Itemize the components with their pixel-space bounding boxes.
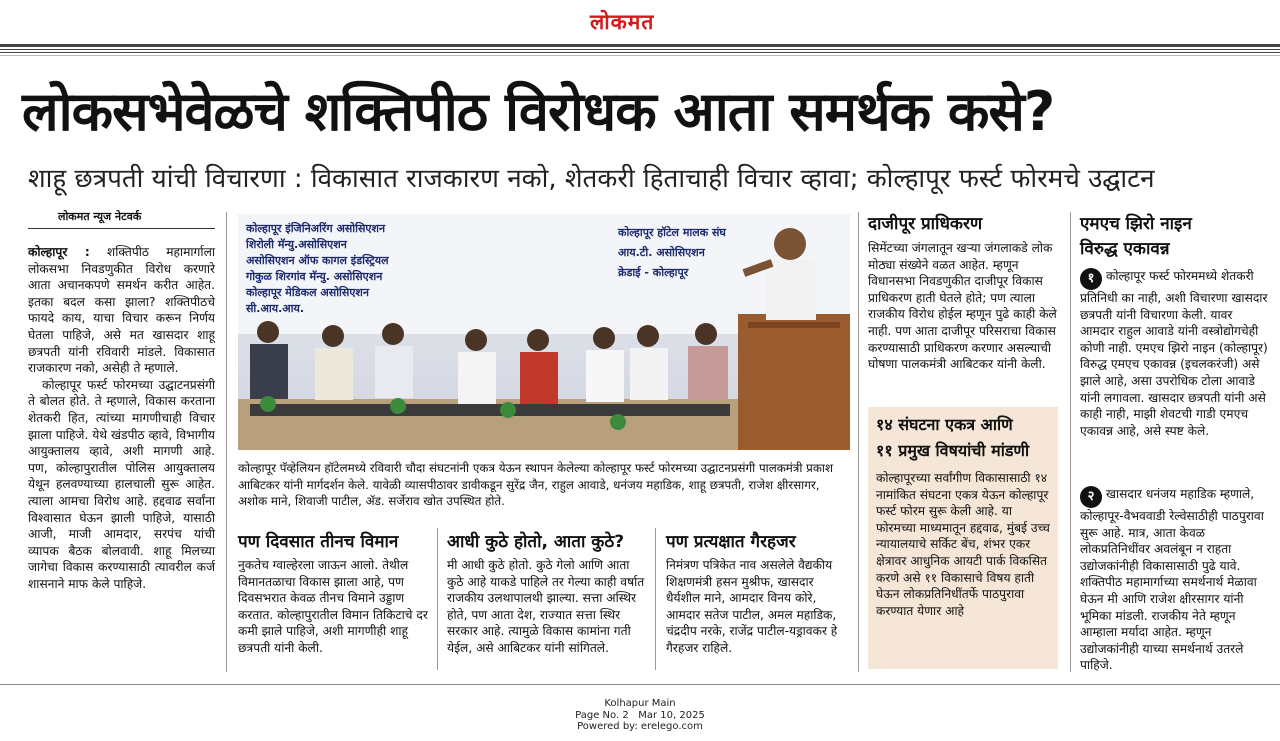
banner-line-4: गोकुळ शिरगांव मॅन्यु. असोसिएशन [246, 270, 383, 283]
masthead [0, 0, 1280, 44]
mh-body-1 [1080, 268, 1270, 439]
footer-date: Mar 10, 2025 [638, 709, 705, 721]
banner-line-5: कोल्हापूर मेडिकल असोसिएशन [246, 286, 369, 299]
banner-line-1: कोल्हापूर इंजिनिअरिंग असोसिएशन [246, 222, 386, 235]
dajipur-heading: दाजीपूर प्राधिकरण [868, 214, 983, 234]
banner-line-2: शिरोली मॅन्यु.असोसिएशन [246, 238, 347, 251]
byline-rule [28, 228, 215, 229]
newspaper-logo: लोकमत [590, 9, 655, 34]
column-divider-4 [437, 528, 438, 670]
column-divider [226, 212, 227, 672]
mh-paragraph-2: खासदार धनंजय महाडिक म्हणाले, कोल्हापूर-वैभववाडी रेल्वेसाठीही पाठपुरावा सुरू आहे. मात्र, आता केवळ लोकप्रतिनिधींवर अवलंबून न राहता उद्योजकांनीही विकासासाठी पुढे यावे. शक्तिपीठ महामार्गाच्या समर्थनार्थ मेळावा घेऊन मी आणि राजेश क्षीरसागर यांनी भूमिका मांडली. राजकीय नेते म्हणून आम्हाला मर्यादा आहेत. म्हणून उद्योजकांनीही याच्या समर्थनार्थ उतरले पाहिजे. [1080, 487, 1264, 673]
lead-paragraph-1: शक्तिपीठ महामार्गाला लोकसभा निवडणुकीत विरोध करणारे आता अचानकपणे समर्थन करीत आहेत. इतका बदल कसा झाला? शक्तिपीठचे फायदे काय, याचा विचार करून निर्णय घेतला पाहिजे, असे मत खासदार शाहू छत्रपती यांनी रविवारी मांडले. विकासात राजकारण नको, असेही ते म्हणाले. [28, 245, 215, 376]
masthead-rule-thin [0, 49, 1280, 50]
sanghatana-heading-2: ११ प्रमुख विषयांची मांडणी [876, 441, 1030, 460]
footer-rule [0, 684, 1280, 685]
banner-line-6: सी.आय.आय. [246, 302, 305, 315]
gairhajar-body: निमंत्रण पत्रिकेत नाव असलेले वैद्यकीय शिक्षणमंत्री हसन मुश्रीफ, खासदार धैर्यशील माने, आमदार विनय कोरे, आमदार सतेज पाटील, अमल महाडिक, चंद्रदीप नरके, राजेंद्र पाटील-यड्रावकर हे गैरहजर राहिले. [666, 558, 838, 655]
masthead-rule [0, 44, 1280, 47]
photo-caption: कोल्हापूर पॅव्हेलियन हॉटेलमध्ये रविवारी चौदा संघटनांनी एकत्र येऊन स्थापन केलेल्या कोल्हापूर फर्स्ट फोरमच्या उद्घाटनप्रसंगी पालकमंत्री प्रकाश आबिटकर यांनी मार्गदर्शन केले. यावेळी व्यासपीठावर डावीकडून सुरेंद्र जैन, राहुल आवाडे, धनंजय महाडिक, शाहू छत्रपती, राजेश क्षीरसागर, अशोक माने, शिवाजी पाटील, ॲड. सर्जेराव खोत उपस्थित होते. [238, 461, 834, 508]
banner-line-8: आय.टी. असोसिएशन [618, 246, 705, 259]
aadhi-heading: आधी कुठे होतो, आता कुठे? [447, 532, 625, 552]
column-divider-3 [1070, 212, 1071, 672]
vimaan-heading: पण दिवसात तीनच विमान [238, 532, 399, 552]
sanghatana-body: कोल्हापूरच्या सर्वांगीण विकासासाठी १४ नामांकित संघटना एकत्र येऊन कोल्हापूर फर्स्ट फोरम सुरू केली आहे. या फोरमच्या माध्यमातून हद्दवाढ, मुंबई उच्च न्यायालयाचे सर्किट बेंच, शंभर एकर क्षेत्रावर आधुनिक आयटी पार्क विकसित करणे असे ११ विकासाचे विषय हाती घेऊन लोकप्रतिनिधींतर्फे पाठपुरावा करण्यात येणार आहे [876, 471, 1050, 618]
gairhajar-heading: पण प्रत्यक्षात गैरहजर [666, 532, 796, 552]
number-badge-1: १ [1080, 268, 1102, 290]
headline: लोकसभेवेळचे शक्तिपीठ विरोधक आता समर्थक कसे? [22, 80, 1055, 143]
event-photo-illustration [238, 214, 850, 450]
lead-paragraph-2: कोल्हापूर फर्स्ट फोरमच्या उद्घाटनप्रसंगी ते बोलत होते. ते म्हणाले, विकास करताना शेतकरी हित, त्यांच्या मागणीचाही विचार झाला पाहिजे. येथे खंडपीठ व्हावे, विभागीय आयुक्तालय व्हावे, अशी मागणी आहे. पण, कोल्हापुरातील पोलिस आयुक्तालय येथून हलवण्याच्या हालचाली सुरू आहेत. त्याला आमचा विरोध आहे. हद्दवाढ सर्वांना विश्वासात घेऊन झाली पाहिजे, यासाठी आजी, माजी आमदार, सरपंच यांची व्यापक बैठक बोलवावी. शाहू मिलच्या जागेचा विकास करण्यासाठी त्यावरील कर्ज शासनाने माफ केले पाहिजे. [28, 377, 215, 591]
mh-body-2 [1080, 486, 1270, 674]
footer-powered[interactable]: Powered by: erelego.com [577, 721, 703, 732]
number-badge-2: २ [1080, 486, 1102, 508]
masthead-rule-thin-3 [0, 55, 1280, 56]
subheadline: शाहू छत्रपती यांची विचारणा : विकासात राजकारण नको, शेतकरी हिताचाही विचार व्हावा; कोल्हापूर फर्स्ट फोरमचे उद्घाटन [28, 164, 1155, 194]
column-divider-2 [858, 212, 859, 672]
masthead-rule-thin-2 [0, 52, 1280, 53]
dajipur-body: सिमेंटच्या जंगलातून खऱ्या जंगलाकडे लोक मोठ्या संख्येने वळत आहेत. म्हणून विधानसभा निवडणुकीत दाजीपूर विकास प्राधिकरण हाती घेतले होते; पण त्याला राजकीय विरोध होईल म्हणून पुढे काही केले नाही. पण आता दाजीपूर परिसराचा विकास करण्यासाठी प्राधिकरण करणार असल्याची घोषणा पालकमंत्री आबिटकर यांनी केली. [868, 241, 1057, 372]
mh-heading-2: विरुद्ध एकावन्न [1080, 239, 1170, 259]
banner-line-9: क्रेडाई - कोल्हापूर [618, 266, 689, 279]
banner-line-3: असोसिएशन ऑफ कागल इंडस्ट्रियल [246, 254, 389, 267]
dateline: कोल्हापूर : [28, 245, 90, 259]
page-footer [0, 698, 1280, 733]
lead-column [28, 244, 215, 592]
footer-page-date [0, 710, 1280, 722]
vimaan-body: नुकतेच ग्वाल्हेरला जाऊन आलो. तेथील विमानतळाचा विकास झाला आहे, पण दिवसभरात केवळ तीनच विमाने उड्डाण करतात. कोल्हापुरातील विमान तिकिटाचे दर कमी झाले पाहिजे, अशी मागणीही शाहू छत्रपती यांनी केली. [238, 558, 428, 655]
mh-paragraph-1: कोल्हापूर फर्स्ट फोरममध्ये शेतकरी प्रतिनिधी का नाही, अशी विचारणा खासदार छत्रपती यांनी विचारणा केली. यावर आमदार राहुल आवाडे यांनी वस्त्रोद्योगचेही कोणी नाही. एमएच झिरो नाइन (कोल्हापूर) विरुद्ध एमएच एकावन्न (इचलकरंजी) असे झाले आहे, असा उपरोधिक टोला आवाडे यांनी लगावला. खासदार छत्रपती यांनी असे काही नाही, माझी शेवटची गाडी एमएच एकावन्न आहे, असे स्पष्ट केले. [1080, 269, 1268, 438]
column-divider-5 [655, 528, 656, 670]
event-photo [238, 214, 850, 450]
aadhi-body: मी आधी कुठे होतो. कुठे गेलो आणि आता कुठे आहे याकडे पाहिले तर गेल्या काही वर्षात राजकीय उलथापालथी झाल्या. सत्ता अस्थिर होते, पण आता देश, राज्यात सत्ता स्थिर सरकार आहे. त्यामुळे विकास कामांना गती येईल, असे आबिटकर यांनी सांगितले. [447, 558, 645, 655]
footer-page: Page No. 2 [575, 709, 629, 721]
byline: लोकमत न्यूज नेटवर्क [58, 210, 142, 223]
mh-heading-1: एमएच झिरो नाइन [1080, 214, 1192, 234]
sanghatana-heading-1: १४ संघटना एकत्र आणि [876, 415, 1013, 434]
banner-line-7: कोल्हापूर हॉटेल मालक संघ [618, 226, 726, 239]
footer-edition: Kolhapur Main [604, 698, 676, 709]
